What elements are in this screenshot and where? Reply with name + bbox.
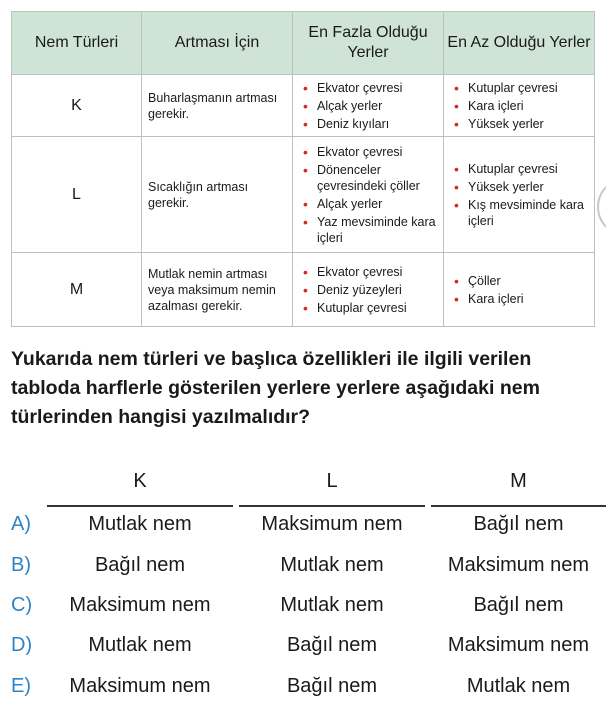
option-b[interactable]: [0, 554, 606, 594]
list-item: • Deniz yüzeyleri: [303, 282, 439, 298]
option-value-l: Maksimum nem: [261, 513, 403, 535]
option-value-m: Maksimum nem: [447, 554, 590, 576]
type-cell: K: [12, 75, 142, 137]
table-row-l: [12, 137, 595, 253]
list-item: • Yüksek yerler: [454, 179, 590, 195]
option-value-m: Mutlak nem: [466, 675, 571, 697]
humidity-types-table: [11, 11, 595, 327]
option-value-k: Bağıl nem: [94, 554, 186, 576]
list-item: • Kara içleri: [454, 98, 590, 114]
list-item: • Alçak yerler: [303, 98, 439, 114]
least-places-cell: [444, 75, 595, 137]
header-humidity-types: Nem Türleri: [12, 12, 142, 75]
option-value-m: Bağıl nem: [473, 513, 564, 535]
list-item: • Çöller: [454, 273, 590, 289]
type-cell: M: [12, 253, 142, 327]
option-value-k: Mutlak nem: [88, 513, 192, 535]
page-edge-decoration: [597, 182, 606, 232]
column-rule: [431, 505, 606, 507]
condition-cell: Sıcaklığın artması gerekir.: [142, 137, 293, 253]
list-item: • Alçak yerler: [303, 196, 439, 212]
option-value-l: Bağıl nem: [286, 634, 378, 656]
option-value-m: Maksimum nem: [447, 634, 590, 656]
option-value-l: Mutlak nem: [280, 554, 384, 576]
option-e[interactable]: [0, 675, 606, 715]
list-item: • Yaz mevsiminde kara içleri: [303, 214, 439, 246]
type-cell: L: [12, 137, 142, 253]
option-letter: D): [11, 634, 33, 656]
option-value-k: Maksimum nem: [69, 675, 211, 697]
header-most-places: En Fazla Olduğu Yerler: [293, 12, 444, 75]
option-letter: A): [11, 513, 31, 535]
table-row-k: [12, 75, 595, 137]
least-places-cell: [444, 137, 595, 253]
list-item: • Kutuplar çevresi: [454, 80, 590, 96]
list-item: • Dönenceler çevresindeki çöller: [303, 162, 439, 194]
option-value-l: Bağıl nem: [286, 675, 378, 697]
most-places-cell: [293, 137, 444, 253]
answer-column-m: M: [510, 470, 527, 492]
list-item: • Yüksek yerler: [454, 116, 590, 132]
column-rule: [239, 505, 425, 507]
condition-cell: Buharlaşmanın artması gerekir.: [142, 75, 293, 137]
list-item: • Deniz kıyıları: [303, 116, 439, 132]
list-item: • Kara içleri: [454, 291, 590, 307]
list-item: • Kış mevsiminde kara içleri: [454, 197, 590, 229]
table-row-m: [12, 253, 595, 327]
condition-cell: Mutlak nemin artması veya maksimum nemin azalması gerekir.: [142, 253, 293, 327]
option-value-l: Mutlak nem: [280, 594, 384, 616]
header-least-places: En Az Olduğu Yerler: [444, 12, 595, 75]
column-rule: [47, 505, 233, 507]
list-item: • Kutuplar çevresi: [303, 300, 439, 316]
option-a[interactable]: [0, 513, 606, 553]
option-letter: E): [11, 675, 31, 697]
option-letter: C): [11, 594, 33, 616]
option-letter: B): [11, 554, 31, 576]
option-value-k: Mutlak nem: [88, 634, 192, 656]
answer-column-k: K: [133, 470, 147, 492]
most-places-cell: [293, 75, 444, 137]
answer-column-l: L: [326, 470, 338, 492]
option-d[interactable]: [0, 634, 606, 674]
option-value-m: Bağıl nem: [473, 594, 564, 616]
most-places-cell: [293, 253, 444, 327]
option-value-k: Maksimum nem: [69, 594, 211, 616]
list-item: • Kutuplar çevresi: [454, 161, 590, 177]
list-item: • Ekvator çevresi: [303, 80, 439, 96]
list-item: • Ekvator çevresi: [303, 144, 439, 160]
list-item: • Ekvator çevresi: [303, 264, 439, 280]
question-text: Yukarıda nem türleri ve başlıca özellikleri ile ilgili verilen tabloda harflerle gösterilen yerlere yerlere aşağıdaki nem türlerinden hangisi yazılmalıdır?: [11, 348, 540, 428]
least-places-cell: [444, 253, 595, 327]
table-header-row: [12, 12, 595, 75]
option-c[interactable]: [0, 594, 606, 634]
header-increase-condition: Artması İçin: [142, 12, 293, 75]
